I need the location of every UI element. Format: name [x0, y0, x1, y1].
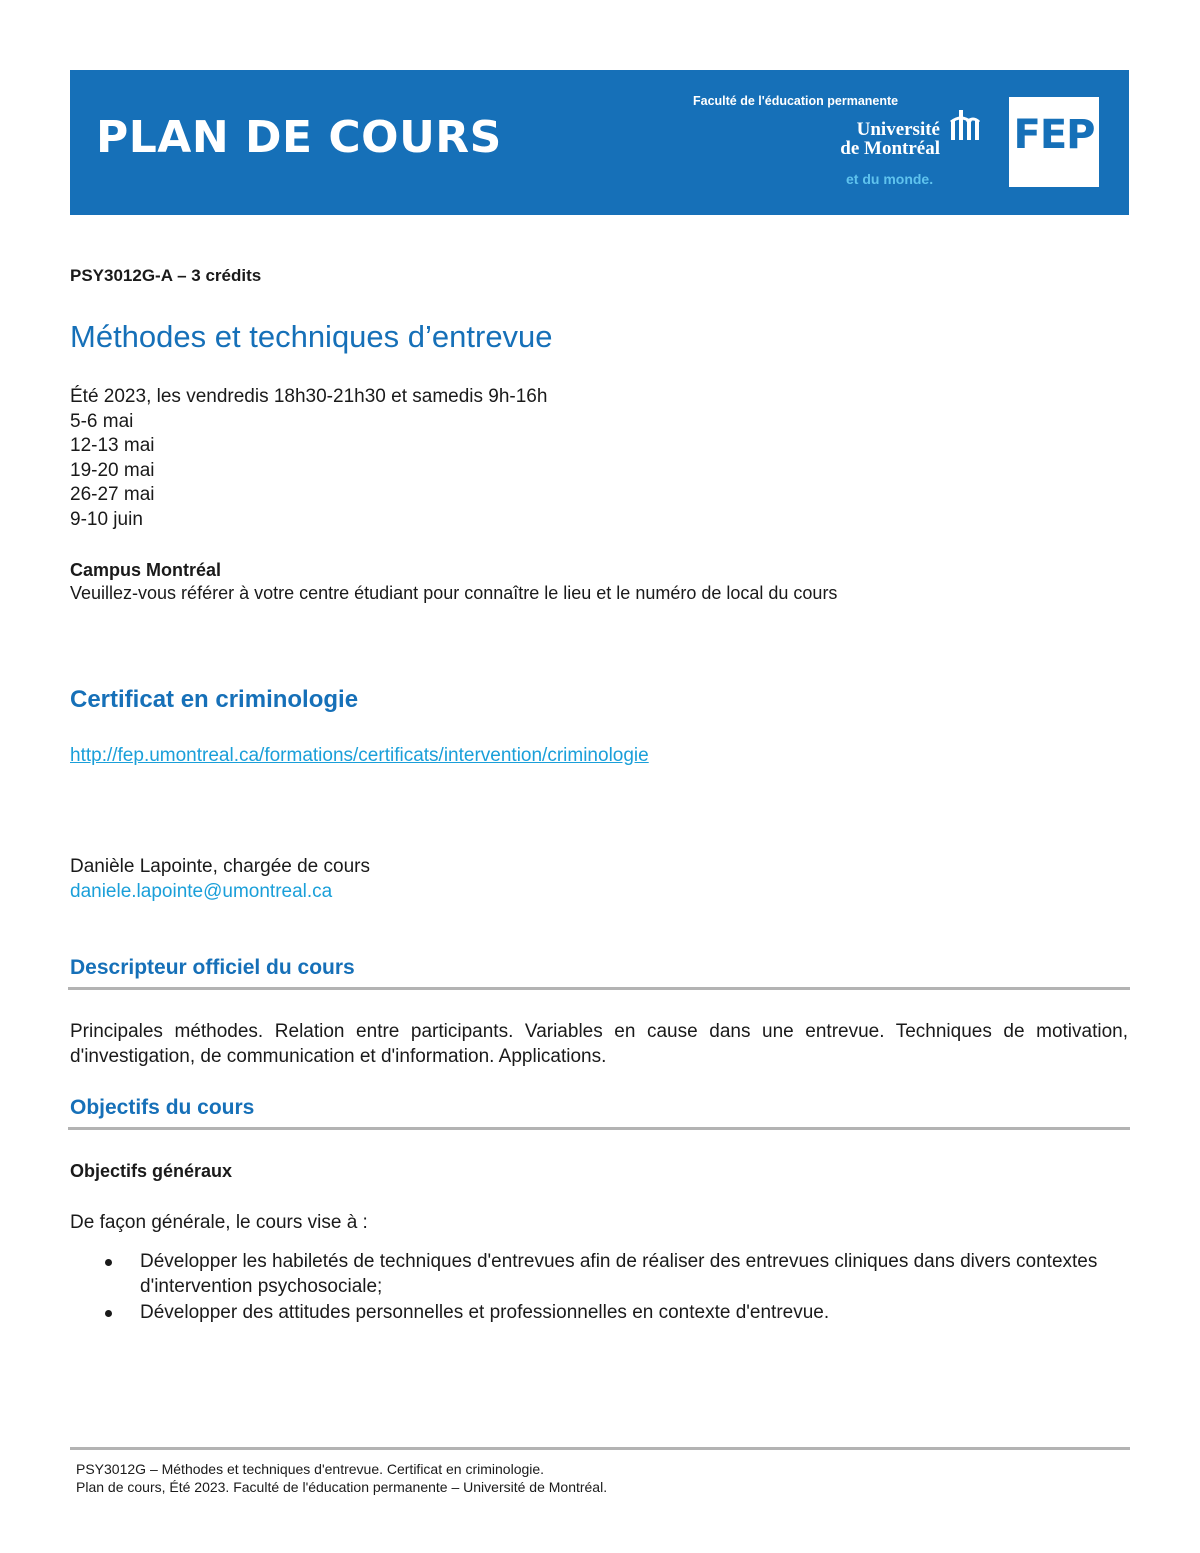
objectives-intro: De façon générale, le cours vise à : — [70, 1212, 368, 1233]
objectives-list — [70, 1249, 1130, 1326]
descriptor-heading: Descripteur officiel du cours — [70, 956, 355, 979]
section-divider — [68, 1127, 1130, 1130]
objectives-heading: Objectifs du cours — [70, 1096, 255, 1119]
footer-divider — [70, 1447, 1130, 1450]
footer-line: Plan de cours, Été 2023. Faculté de l'éducation permanente – Université de Montréal. — [76, 1479, 608, 1495]
certificate-title: Certificat en criminologie — [70, 686, 359, 713]
objectives-subheading: Objectifs généraux — [70, 1161, 233, 1181]
certificate-link[interactable]: http://fep.umontreal.ca/formations/certificats/intervention/criminologie — [70, 745, 649, 766]
list-item-text: Développer des attitudes personnelles et professionnelles en contexte d'entrevue. — [140, 1302, 830, 1323]
fep-logo-text: FEP — [1013, 112, 1095, 158]
descriptor-text: Principales méthodes. Relation entre participants. Variables en cause dans une entrevue. Techniques de motivation, d'investigation, de communication et d'information. Applications. — [70, 1021, 1128, 1067]
page-footer — [76, 1460, 607, 1496]
bullet-icon — [105, 1310, 112, 1317]
section-divider — [68, 987, 1130, 990]
list-item — [70, 1300, 1130, 1325]
instructor-email-link[interactable]: daniele.lapointe@umontreal.ca — [70, 881, 333, 902]
footer-line: PSY3012G – Méthodes et techniques d'entrevue. Certificat en criminologie. — [76, 1461, 545, 1477]
course-schedule — [70, 385, 547, 533]
banner-title: PLAN DE COURS — [96, 112, 502, 163]
list-item — [70, 1249, 1130, 1299]
schedule-line: 9-10 juin — [70, 508, 143, 530]
course-title: Méthodes et techniques d’entrevue — [70, 319, 553, 354]
university-crest-icon — [945, 106, 983, 144]
university-tagline: et du monde. — [846, 171, 934, 187]
list-item-text: Développer les habiletés de techniques d'entrevues afin de réaliser des entrevues cliniques dans divers contextes d'intervention psychosociale; — [140, 1251, 1098, 1297]
schedule-line: Été 2023, les vendredis 18h30-21h30 et samedis 9h-16h — [70, 386, 548, 407]
instructor-name: Danièle Lapointe, chargée de cours — [70, 856, 370, 877]
schedule-line: 5-6 mai — [70, 410, 134, 432]
campus-text: Veuillez-vous référer à votre centre étudiant pour connaître le lieu et le numéro de local du cours — [70, 583, 838, 603]
campus-label: Campus Montréal — [70, 560, 222, 580]
schedule-line: 12-13 mai — [70, 435, 155, 457]
fep-logo — [1009, 97, 1099, 187]
faculty-name: Faculté de l'éducation permanente — [693, 94, 899, 108]
bullet-icon — [105, 1259, 112, 1266]
schedule-line: 19-20 mai — [70, 459, 155, 481]
instructor-info — [70, 854, 370, 904]
university-logo-text — [830, 120, 940, 158]
university-line2: de Montréal — [840, 138, 940, 159]
schedule-line: 26-27 mai — [70, 484, 155, 506]
header-banner — [70, 70, 1129, 215]
course-code: PSY3012G-A – 3 crédits — [70, 266, 262, 285]
university-line1: Université — [856, 119, 940, 140]
